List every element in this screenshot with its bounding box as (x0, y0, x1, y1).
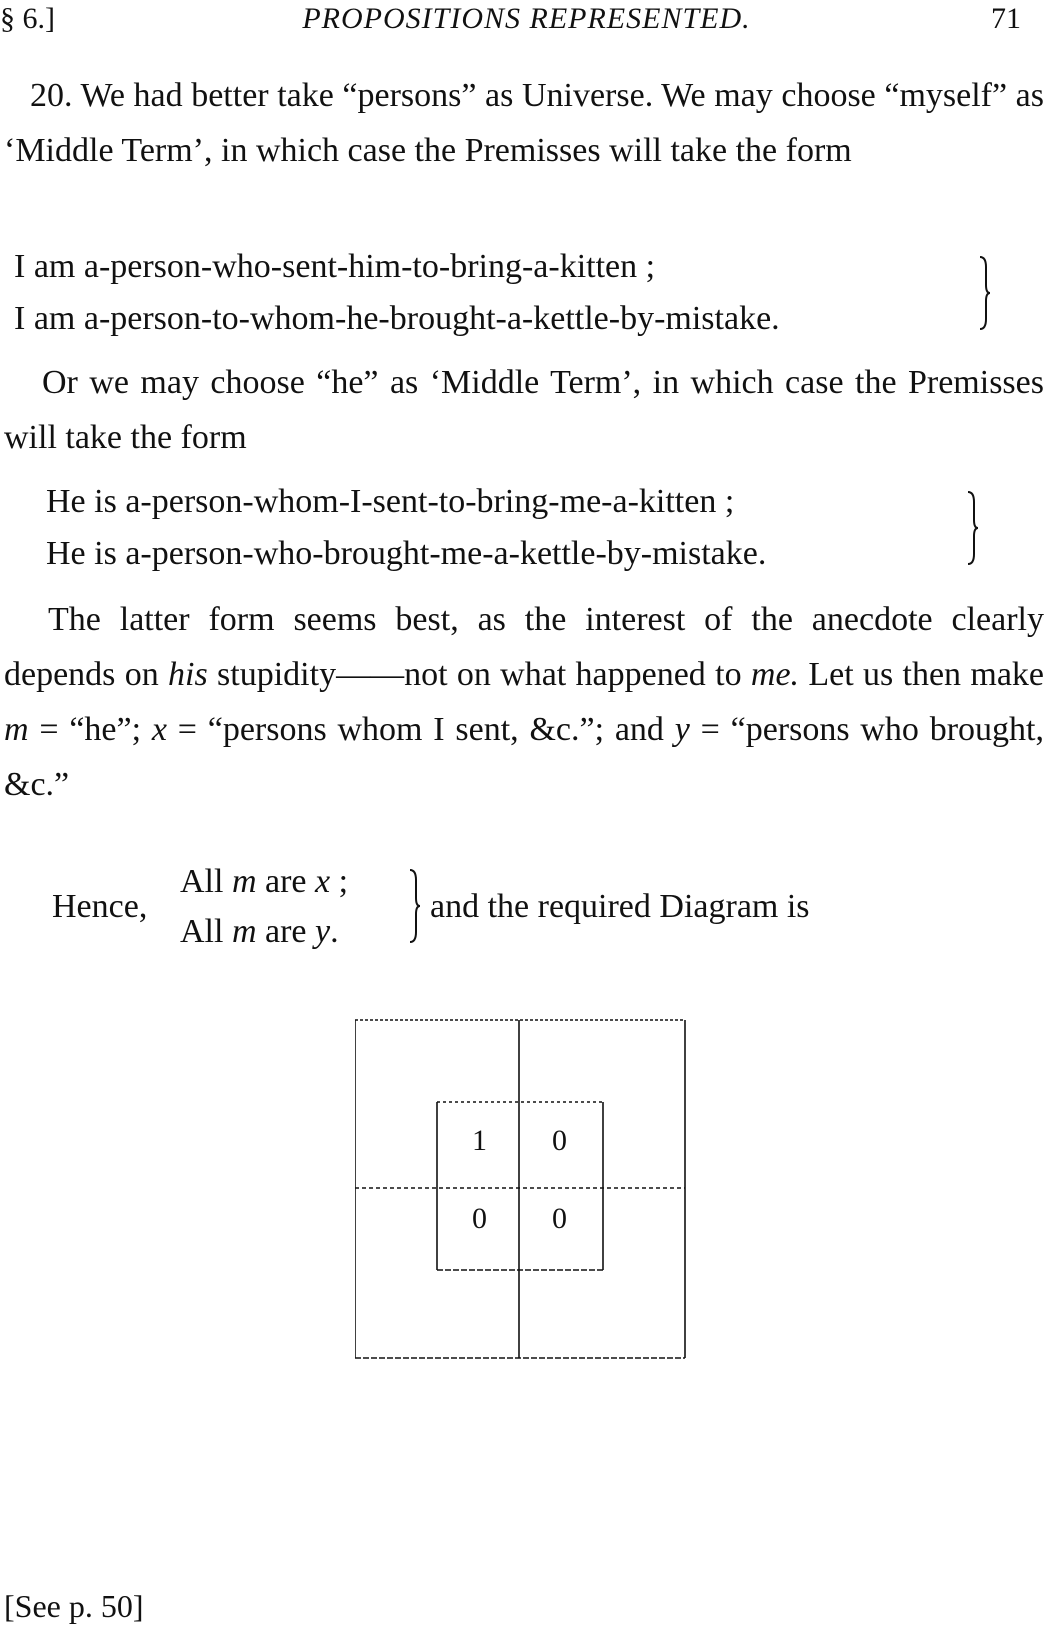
premisses1-line2: I am a-person-to-whom-he-brought-a-kettle-by-mistake. (14, 300, 780, 337)
paragraph3-text5: = “persons whom I sent, &c.”; and (166, 711, 675, 748)
cell-x-noty-m: 0 (552, 1124, 567, 1157)
paragraph3-x: x (151, 711, 167, 748)
hence-word: Hence, (52, 888, 148, 925)
paragraph3-y: y (674, 711, 690, 748)
premisses2-brace (966, 490, 980, 566)
paragraph-1: 20. We had better take “persons” as Universe. We may choose “myself” as ‘Middle Term’, in which case the Premisses will take the form (4, 77, 1044, 169)
page-header (0, 2, 1053, 42)
cell-notx-y-m: 0 (472, 1202, 487, 1235)
cell-notx-noty-m: 0 (552, 1202, 567, 1235)
hence-premise2: All m are y. (180, 913, 339, 950)
paragraph-2: Or we may choose “he” as ‘Middle Term’, in which case the Premisses will take the form (4, 364, 1044, 456)
paragraph3-me: me. (750, 656, 800, 693)
hence-premise1: All m are x ; (180, 863, 349, 900)
premisses2-line1: He is a-person-whom-I-sent-to-bring-me-a-kitten ; (46, 483, 735, 520)
running-title: PROPOSITIONS REPRESENTED. (302, 2, 751, 35)
paragraph3-text6: = “persons who brought, &c.” (4, 711, 1044, 803)
paragraph-3 (4, 592, 1044, 812)
paragraph3-his: his (168, 656, 208, 693)
paragraph3-text3: Let us then make (799, 656, 1044, 693)
cell-xy-m: 1 (472, 1124, 487, 1157)
hence-tail: and the required Diagram is (430, 888, 810, 925)
paragraph3-m: m (4, 711, 29, 748)
paragraph3-text1: The latter form seems best, as the interest of the anecdote clearly depends on (4, 601, 1044, 693)
premisses1-line1: I am a-person-who-sent-him-to-bring-a-kitten ; (14, 248, 656, 285)
biliteral-diagram (355, 1018, 717, 1376)
page-footer-reference: [See p. 50] (4, 1588, 144, 1624)
paragraph3-text2: stupidity——not on what happened to (207, 656, 751, 693)
paragraph3-text4: = “he”; (28, 711, 152, 748)
hence-brace (408, 868, 422, 944)
premisses1-brace (978, 255, 992, 331)
page-number: 71 (991, 2, 1021, 35)
diagram-lines (355, 1018, 717, 1376)
section-marker: § 6.] (0, 2, 55, 35)
premisses2-line2: He is a-person-who-brought-me-a-kettle-by-mistake. (46, 535, 767, 572)
